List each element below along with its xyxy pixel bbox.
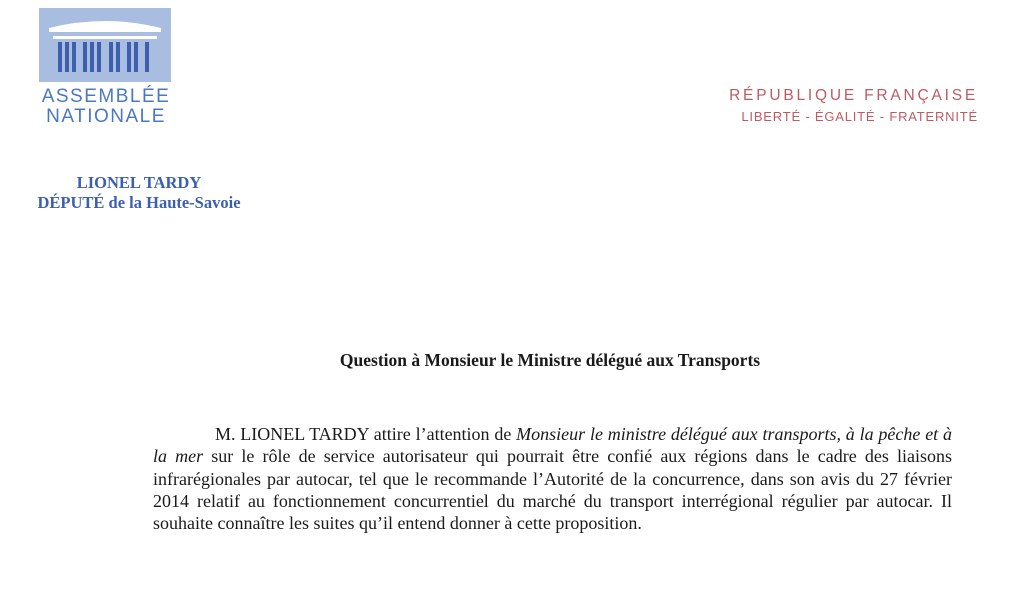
minister-title: Monsieur le ministre délégué aux transports, à la pêche et à la mer bbox=[153, 424, 952, 467]
republic-header bbox=[729, 86, 978, 128]
deputy-block bbox=[0, 173, 278, 213]
body-end: sur le rôle de service autorisateur qui pourrait être confié aux régions dans le cadre des liaisons infrarégionales par autocar, tel que le recommande l’Autorité de la concurrence, dans son avis du 27 février 2014 relatif au fonctionnement concurrentiel du marché du transport interrégional régulier par autocar. Il souhaite connaître les suites qu’il entend donner à cette proposition. bbox=[153, 446, 952, 534]
republic-motto: LIBERTÉ - ÉGALITÉ - FRATERNITÉ bbox=[741, 109, 978, 124]
body-start: M. LIONEL TARDY attire l’attention de bbox=[215, 424, 517, 444]
logo-line-2: NATIONALE bbox=[46, 106, 166, 127]
deputy-role: DÉPUTÉ de la Haute-Savoie bbox=[37, 193, 241, 212]
question-title: Question à Monsieur le Ministre délégué aux Transports bbox=[339, 350, 761, 370]
logo-line-1: ASSEMBLÉE bbox=[41, 86, 171, 107]
deputy-name: LIONEL TARDY bbox=[76, 173, 202, 192]
republic-name: RÉPUBLIQUE FRANÇAISE bbox=[729, 87, 978, 104]
hemicycle-emblem-icon bbox=[39, 8, 171, 82]
question-body bbox=[153, 423, 952, 534]
